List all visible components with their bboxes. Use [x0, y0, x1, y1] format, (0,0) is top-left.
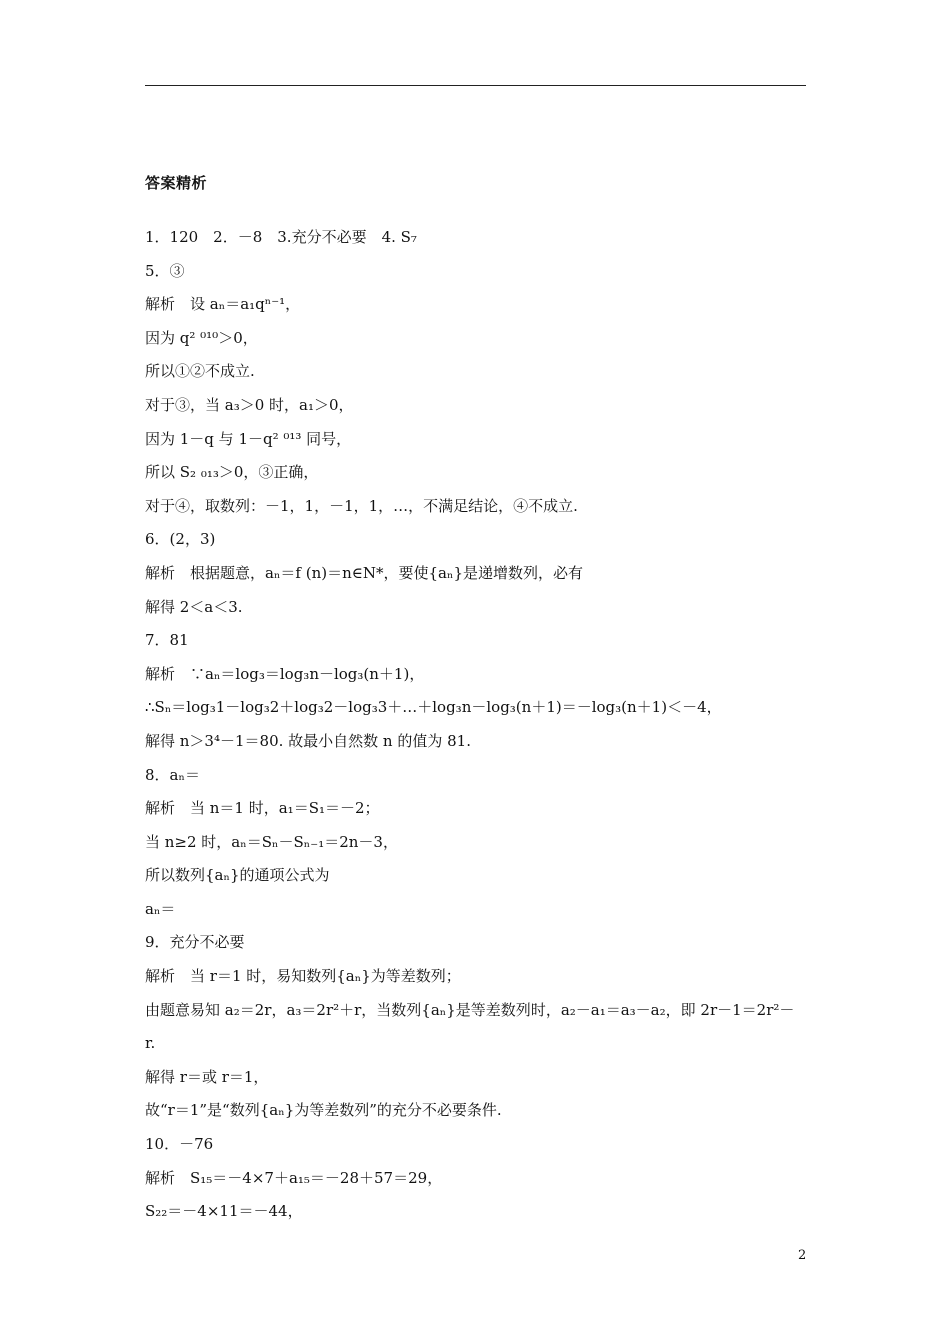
answer-line: 6．(2，3): [145, 530, 216, 549]
answer-line: 9．充分不必要: [145, 933, 245, 952]
answer-line: 1．120 2．－8 3.充分不必要 4. S₇: [145, 228, 417, 246]
answer-line: ∴Sₙ＝log₃1－log₃2＋log₃2－log₃3＋…＋log₃n－log₃(n＋1)＝－log₃(n＋1)＜－4，: [145, 698, 722, 717]
answer-line: 解得 n＞3⁴－1＝80. 故最小自然数 n 的值为 81.: [145, 731, 471, 750]
answer-line: 所以数列{aₙ}的通项公式为: [145, 866, 330, 885]
answer-line: 解析 ∵aₙ＝log₃＝log₃n－log₃(n＋1)，: [145, 664, 425, 683]
answer-line: 10．－76: [145, 1135, 214, 1154]
answer-line: S₂₂＝－4×11＝－44，: [145, 1202, 303, 1221]
answer-line: 故“r＝1”是“数列{aₙ}为等差数列”的充分不必要条件.: [145, 1101, 502, 1120]
answer-line: 7．81: [145, 631, 189, 650]
answer-line: 由题意易知 a₂＝2r，a₃＝2r²＋r，当数列{aₙ}是等差数列时，a₂－a₁＝a₃－a₂，即 2r－1＝2r²－: [145, 1000, 795, 1019]
answer-line: 所以①②不成立.: [145, 362, 255, 381]
page-number: 2: [798, 1248, 807, 1263]
answer-line: 解析 根据题意，aₙ＝f (n)＝n∈N*，要使{aₙ}是递增数列，必有: [145, 563, 584, 582]
answer-line: 8．aₙ＝: [145, 765, 200, 784]
answer-lines: [145, 221, 810, 1229]
answer-line: 解析 S₁₅＝－4×7＋a₁₅＝－28＋57＝29，: [145, 1168, 443, 1187]
answer-line: r.: [145, 1034, 156, 1053]
answer-line: 所以 S₂ ₀₁₃＞0，③正确，: [145, 463, 319, 482]
answer-line: 解析 设 aₙ＝a₁qⁿ⁻¹，: [145, 295, 301, 314]
answer-line: 因为 1－q 与 1－q² ⁰¹³ 同号，: [145, 429, 352, 448]
answer-line: 解析 当 n＝1 时，a₁＝S₁＝－2；: [145, 799, 380, 818]
header-rule: [145, 85, 806, 86]
answer-line: 因为 q² ⁰¹⁰＞0，: [145, 328, 258, 347]
answer-line: 对于④，取数列：－1，1，－1，1，…，不满足结论，④不成立.: [145, 496, 578, 515]
answer-line: aₙ＝: [145, 899, 176, 918]
answer-line: 解得 r＝或 r＝1，: [145, 1067, 269, 1086]
answer-line: 5．③: [145, 261, 185, 280]
section-title: 答案精析: [145, 174, 208, 192]
answer-line: 解析 当 r＝1 时，易知数列{aₙ}为等差数列；: [145, 967, 461, 986]
answer-line: 解得 2＜a＜3.: [145, 597, 243, 616]
answer-line: 当 n≥2 时，aₙ＝Sₙ－Sₙ₋₁＝2n－3，: [145, 832, 398, 851]
answer-line: 对于③，当 a₃＞0 时，a₁＞0，: [145, 395, 354, 414]
